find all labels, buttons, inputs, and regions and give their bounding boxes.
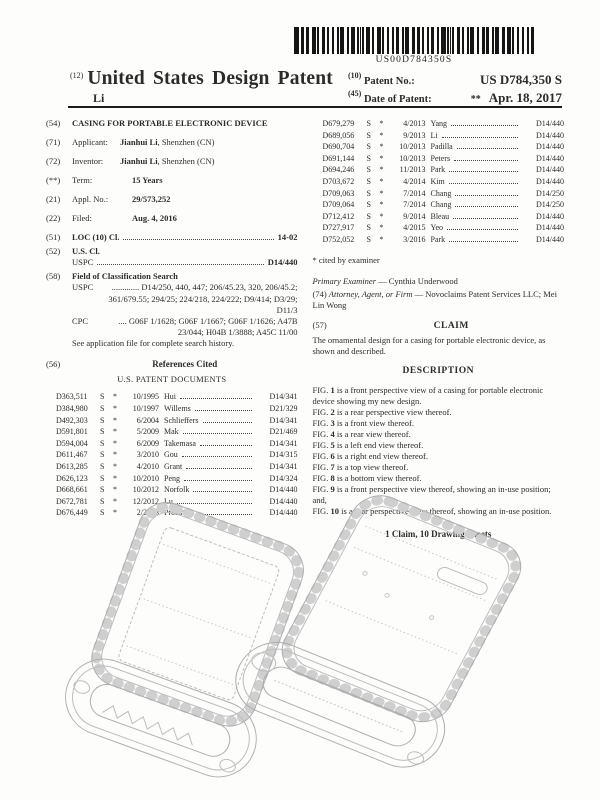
- reference-row: D672,781 S * 12/2012 Lu D14/440: [56, 496, 298, 506]
- reference-row: D384,980 S * 10/1997 Willems D21/329: [56, 404, 298, 414]
- figure-description-line: FIG. 1 is a front perspective view of a casing for portable electronic device showing my new design.: [312, 384, 544, 406]
- figure-description-line: FIG. 2 is a rear perspective view thereof.: [312, 406, 452, 417]
- patent-date: ** Apr. 18, 2017: [470, 90, 562, 106]
- right-column: [313, 118, 565, 541]
- drawing-fig2-rear-perspective: [223, 492, 540, 778]
- page-header: [70, 68, 562, 107]
- body-columns: [46, 118, 564, 541]
- field-title: (54) CASING FOR PORTABLE ELECTRONIC DEVICE: [46, 118, 298, 129]
- reference-row: D363,511 S * 10/1995 Hui D14/341: [56, 392, 298, 402]
- header-left: [70, 68, 348, 107]
- left-column: [46, 118, 298, 541]
- header-divider: [68, 106, 562, 108]
- reference-row: D712,412 S * 9/2014 Bleau D14/440: [322, 211, 564, 221]
- field-loc: (51) LOC (10) Cl. 14-02: [46, 232, 298, 243]
- date-label: $^{(45)}$ Date of Patent:: [348, 89, 432, 106]
- reference-row: D613,285 S * 4/2010 Grant D14/341: [56, 462, 298, 472]
- header-right: [348, 68, 562, 107]
- reference-row: D691,144 S * 10/2013 Peters D14/440: [322, 153, 564, 163]
- reference-row: D690,704 S * 10/2013 Padilla D14/440: [322, 142, 564, 152]
- field-term: (**) Term: 15 Years: [46, 175, 163, 186]
- references-list-right: [313, 118, 565, 246]
- patent-no-label: $^{(10)}$ Patent No.:: [348, 71, 415, 87]
- reference-row: D594,004 S * 6/2009 Takemasa D14/341: [56, 438, 298, 448]
- references-heading: (56) References Cited: [46, 358, 218, 369]
- cited-by-examiner-note: * cited by examiner: [312, 254, 380, 265]
- reference-row: D591,801 S * 5/2009 Mak D21/469: [56, 427, 298, 437]
- reference-row: D752,052 S * 3/2016 Park D14/440: [322, 234, 564, 244]
- figure-description-line: FIG. 5 is a left end view thereof.: [312, 439, 424, 450]
- claim-heading: (57) CLAIM: [312, 319, 469, 331]
- document-title: United States Design Patent: [87, 68, 334, 89]
- attorney-agent-firm: (74) Attorney, Agent, or Firm — Novoclaims Patent Services LLC; Mei Lin Wong: [312, 288, 557, 310]
- field-appl-no: (21) Appl. No.: 29/573,252: [46, 194, 171, 205]
- figure-description-line: FIG. 10 is a rear perspective view thereof, showing an in-use position.: [312, 506, 552, 517]
- kind-code: (12): [70, 71, 84, 80]
- patent-number: US D784,350 S: [480, 72, 562, 87]
- reference-row: D679,279 S * 4/2013 Yang D14/440: [322, 119, 564, 128]
- reference-row: D626,123 S * 10/2010 Peng D14/324: [56, 473, 298, 483]
- barcode-text: US00D784350S: [375, 55, 453, 65]
- reference-row: D709,063 S * 7/2014 Chang D14/250: [322, 188, 564, 198]
- claims-sheets-summary: 1 Claim, 10 Drawing Sheets: [385, 529, 492, 540]
- search-history-note: See application file for complete search history.: [72, 337, 235, 348]
- field-filed: (22) Filed: Aug. 4, 2016: [46, 213, 177, 224]
- claim-text: The ornamental design for a casing for portable electronic device, as shown and described.: [312, 335, 546, 357]
- field-us-cl: (52) U.S. Cl. USPC D14/440: [46, 246, 298, 268]
- inventor-surname: Li: [93, 91, 105, 105]
- us-patent-documents-heading: U.S. PATENT DOCUMENTS: [117, 374, 227, 385]
- patent-drawings: [0, 492, 600, 800]
- reference-row: D492,303 S * 6/2004 Schlieffers D14/341: [56, 415, 298, 425]
- date-stars: **: [470, 94, 481, 106]
- field-applicant: (71) Applicant: Jianhui Li, Shenzhen (CN): [46, 137, 215, 148]
- invention-title: CASING FOR PORTABLE ELECTRONIC DEVICE: [72, 118, 268, 128]
- reference-row: D668,661 S * 10/2012 Norfolk D14/440: [56, 485, 298, 495]
- field-search: (58) Field of Classification Search USPC ............. D14/250, 440, 447; 206/45.23, 320, 206/45.2; 361/679.55; 294/25; 224/218, 224/222; D9/414; D3/29; D11/3 CPC .... G06F 1/1628; G06F 1/1667; G06F 1/1626; A47B 23/044; H04B 1/3888; A45C 11/00 See application file for complete search history.: [46, 271, 298, 348]
- reference-row: D676,449 S * 2/2013 Probst D14/440: [56, 508, 298, 518]
- figure-description-line: FIG. 9 is a front perspective view thereof, showing an in-use position; and,: [312, 483, 551, 505]
- barcode-bars-icon: [294, 27, 534, 54]
- figure-description-line: FIG. 4 is a rear view thereof.: [312, 428, 411, 439]
- primary-examiner: Primary Examiner — Cynthia Underwood: [312, 275, 458, 286]
- reference-row: D709,064 S * 7/2014 Chang D14/250: [322, 200, 564, 210]
- reference-row: D694,246 S * 11/2013 Park D14/440: [322, 165, 564, 175]
- reference-row: D727,917 S * 4/2015 Yeo D14/440: [322, 223, 564, 233]
- figure-description-line: FIG. 3 is a front view thereof.: [312, 417, 415, 428]
- reference-row: D689,056 S * 9/2013 Li D14/440: [322, 130, 564, 140]
- reference-row: D703,672 S * 4/2014 Kim D14/440: [322, 176, 564, 186]
- barcode: [294, 27, 534, 65]
- description-heading: DESCRIPTION: [402, 366, 474, 377]
- field-inventor: (72) Inventor: Jianhui Li, Shenzhen (CN): [46, 156, 215, 167]
- reference-row: D611,467 S * 3/2010 Gou D14/315: [56, 450, 298, 460]
- figure-description-line: FIG. 6 is a right end view thereof.: [312, 450, 428, 461]
- figure-description-line: FIG. 7 is a top view thereof.: [312, 461, 409, 472]
- figure-description-line: FIG. 8 is a bottom view thereof.: [312, 472, 422, 483]
